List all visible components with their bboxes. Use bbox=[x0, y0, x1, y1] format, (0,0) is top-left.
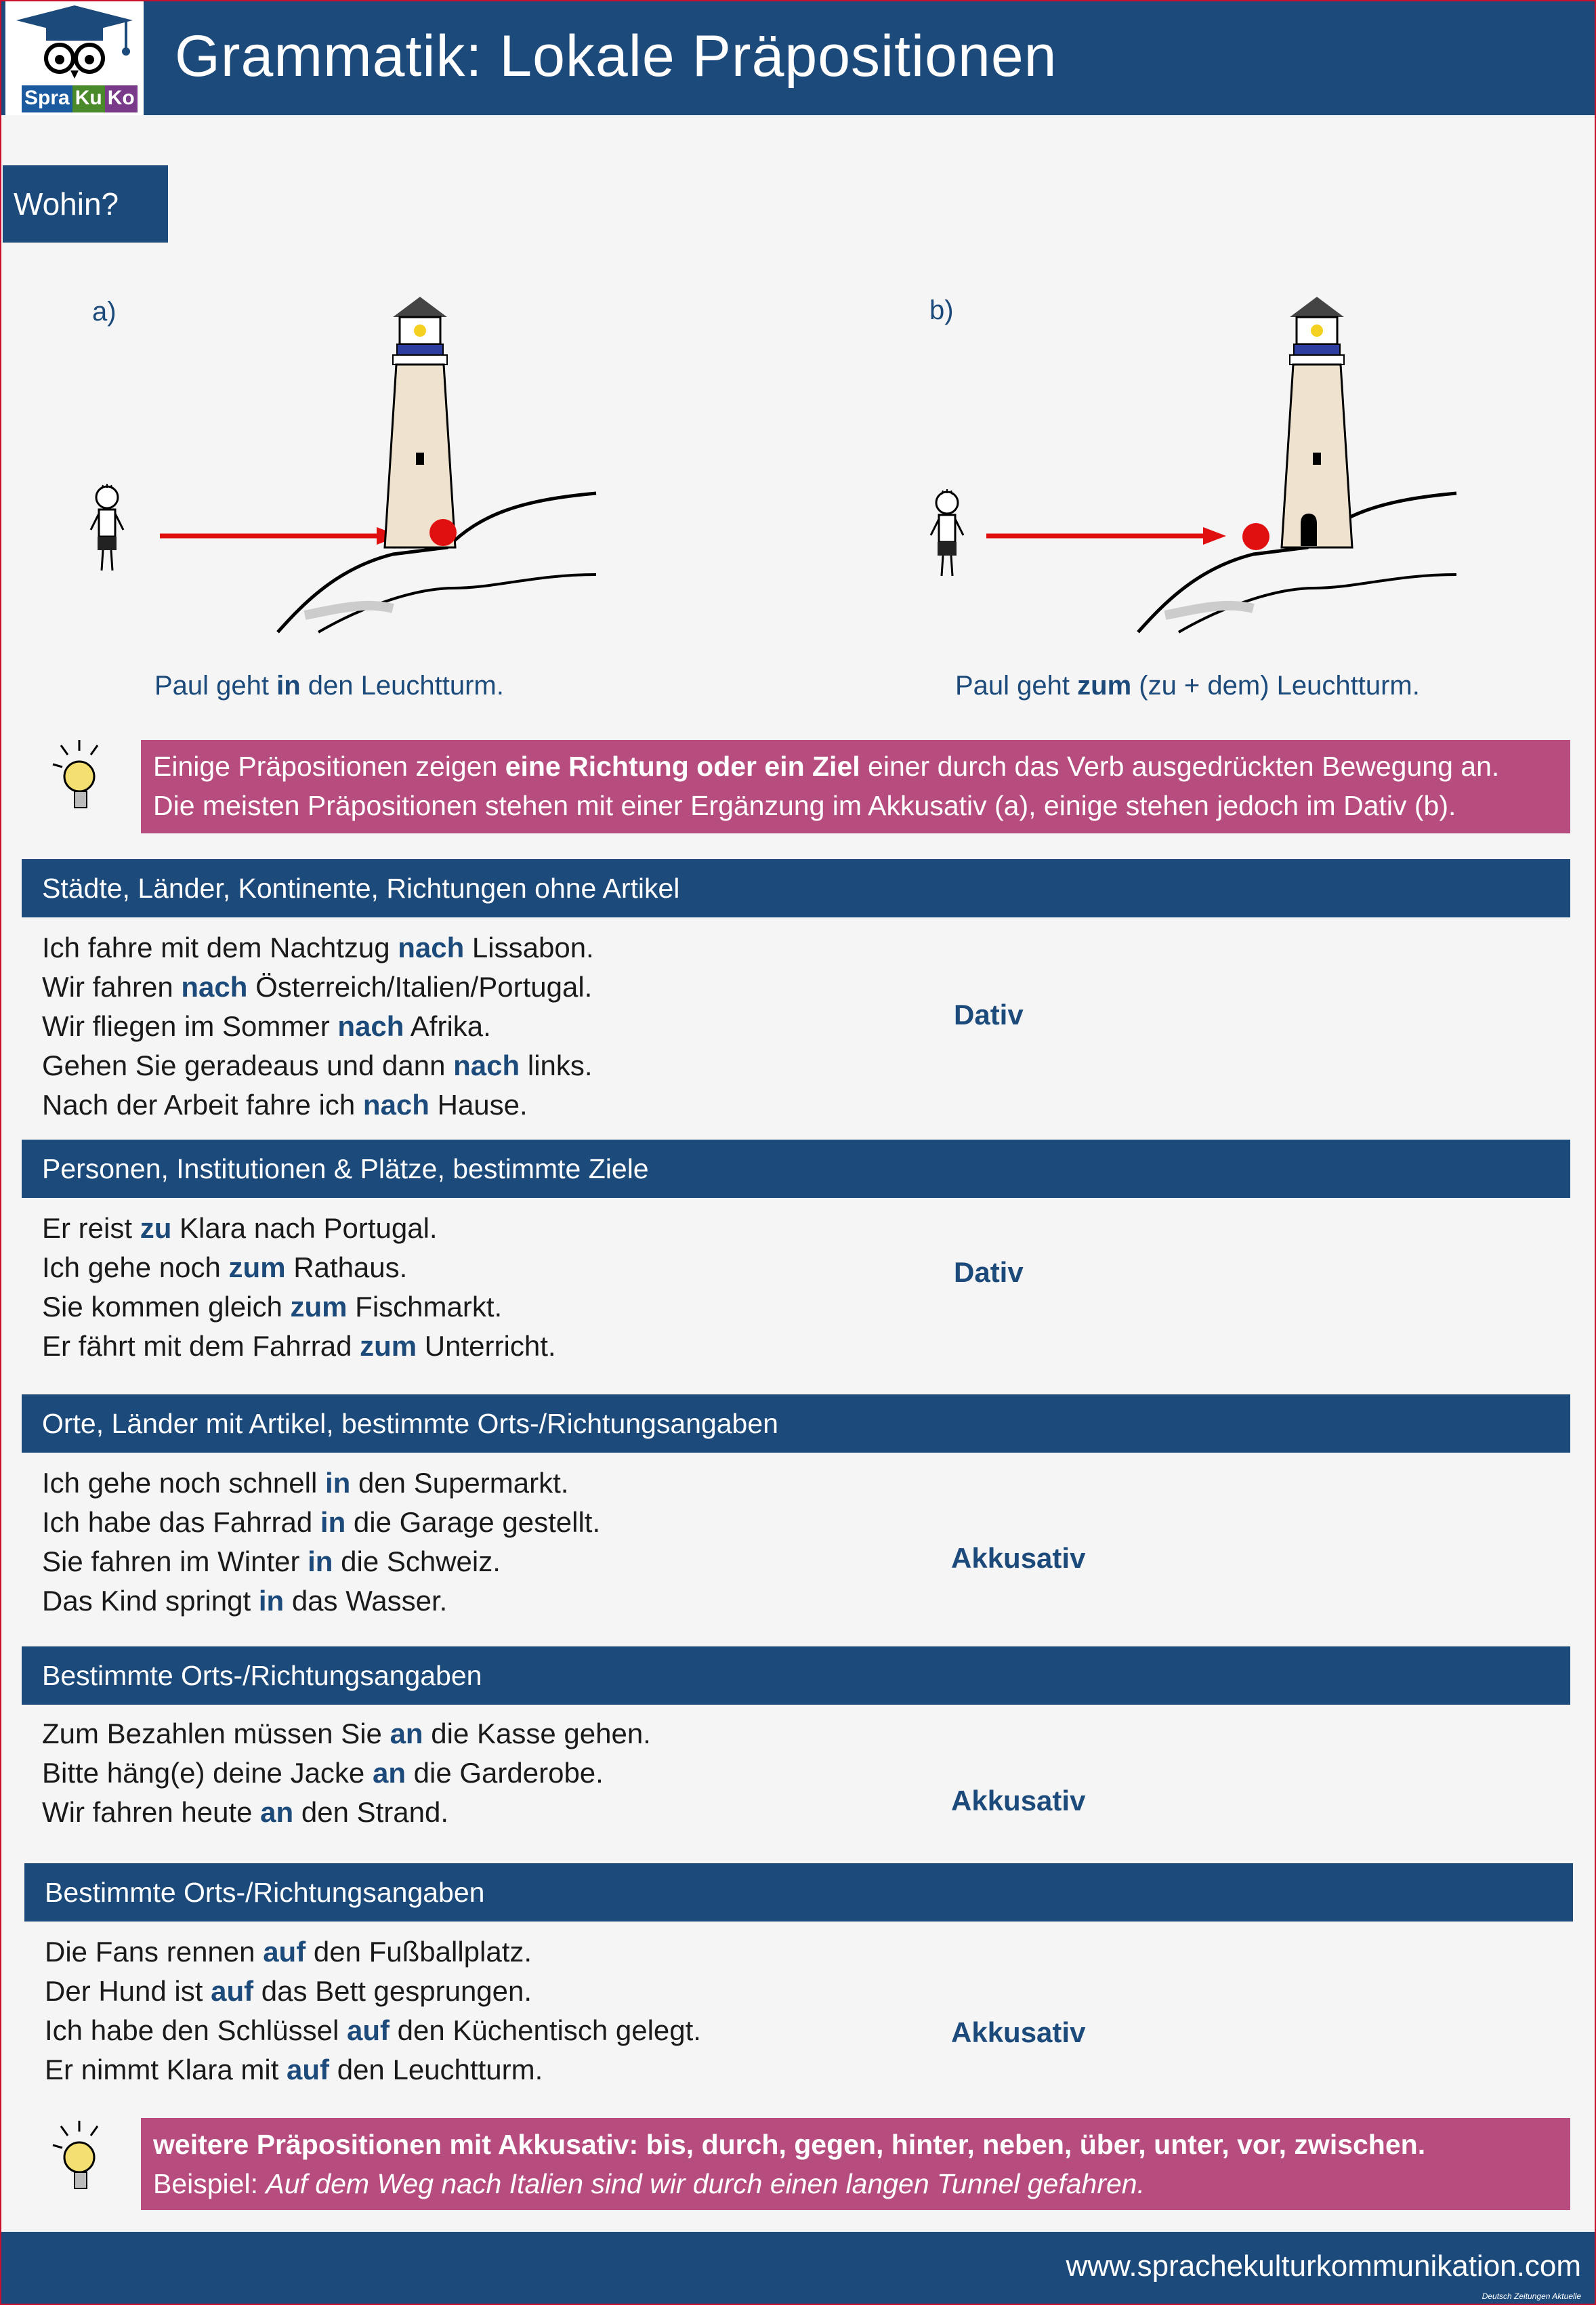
text: Sie kommen gleich bbox=[42, 1291, 291, 1323]
text: Zum Bezahlen müssen Sie bbox=[42, 1718, 390, 1749]
info-box-1-line-2: Die meisten Präpositionen stehen mit einer Ergänzung im Akkusativ (a), einige stehen jedoch im Dativ (b). bbox=[153, 790, 1456, 821]
section-label-wohin: Wohin? bbox=[3, 165, 168, 243]
preposition: nach bbox=[398, 932, 465, 963]
example-line bbox=[42, 1793, 651, 1832]
example-line bbox=[42, 1209, 556, 1248]
caption-b bbox=[955, 671, 1420, 701]
text: Ich habe den Schlüssel bbox=[45, 2014, 347, 2046]
example-line bbox=[42, 1046, 594, 1085]
example-line bbox=[42, 1503, 600, 1542]
preposition: an bbox=[390, 1718, 423, 1749]
caption-a-pre: Paul geht bbox=[154, 671, 277, 701]
logo-ku: Ku bbox=[72, 85, 105, 112]
info-box-2 bbox=[141, 2118, 1570, 2210]
text: Wir fahren heute bbox=[42, 1796, 261, 1828]
text: Ich habe das Fahrrad bbox=[42, 1506, 320, 1538]
caption-a-post: den Leuchtturm. bbox=[300, 671, 504, 701]
text: die Garage gestellt. bbox=[345, 1506, 601, 1538]
preposition: in bbox=[324, 1467, 351, 1499]
boy-figure-b bbox=[927, 488, 967, 583]
illustration-a-label: a) bbox=[92, 297, 117, 327]
graduation-owl-icon bbox=[5, 0, 144, 85]
info-box-1-line-1 bbox=[153, 747, 1558, 786]
text: Er reist bbox=[42, 1212, 140, 1244]
illustration-b-label: b) bbox=[929, 295, 954, 325]
caption-b-post: (zu + dem) Leuchtturm. bbox=[1131, 671, 1420, 701]
text: Wir fliegen im Sommer bbox=[42, 1010, 338, 1042]
text: Nach der Arbeit fahre ich bbox=[42, 1089, 363, 1121]
preposition: zu bbox=[140, 1212, 172, 1244]
preposition: nach bbox=[181, 971, 248, 1003]
preposition: an bbox=[372, 1757, 406, 1789]
logo-ko: Ko bbox=[105, 85, 138, 112]
caption-b-pre: Paul geht bbox=[955, 671, 1078, 701]
footer-tiny-text: Deutsch Zeitungen Aktuelle bbox=[1482, 2291, 1581, 2301]
text: Klara nach Portugal. bbox=[171, 1212, 438, 1244]
info1-post: einer durch das Verb ausgedrückten Bewegung an. bbox=[860, 751, 1500, 782]
text: Sie fahren im Winter bbox=[42, 1545, 308, 1577]
section-5-heading: Bestimmte Orts-/Richtungsangaben bbox=[24, 1863, 1573, 1922]
logo[interactable] bbox=[5, 0, 144, 115]
preposition: nach bbox=[362, 1089, 429, 1121]
text: Lissabon. bbox=[464, 932, 594, 963]
example-line bbox=[42, 1287, 556, 1327]
example-line bbox=[45, 2050, 701, 2090]
text: das Bett gesprungen. bbox=[253, 1975, 532, 2007]
text: Ich fahre mit dem Nachtzug bbox=[42, 932, 398, 963]
text: den Leuchtturm. bbox=[329, 2054, 543, 2085]
example-line bbox=[45, 1932, 701, 1972]
info2-italic: Auf dem Weg nach Italien sind wir durch einen langen Tunnel gefahren. bbox=[266, 2168, 1146, 2199]
section-4-examples bbox=[42, 1714, 651, 1832]
text: links. bbox=[520, 1050, 593, 1081]
section-2-casus: Dativ bbox=[954, 1256, 1024, 1288]
example-line bbox=[42, 928, 594, 968]
text: Ich gehe noch schnell bbox=[42, 1467, 325, 1499]
example-line bbox=[42, 1542, 600, 1581]
caption-a-kw: in bbox=[276, 671, 301, 701]
preposition: nach bbox=[337, 1010, 404, 1042]
preposition: in bbox=[320, 1506, 346, 1538]
caption-a bbox=[154, 671, 504, 701]
preposition: in bbox=[308, 1545, 333, 1577]
preposition: zum bbox=[360, 1330, 417, 1362]
info2-pre: Beispiel: bbox=[153, 2168, 266, 2199]
example-line bbox=[42, 1085, 594, 1125]
text: den Küchentisch gelegt. bbox=[389, 2014, 701, 2046]
text: Der Hund ist bbox=[45, 1975, 211, 2007]
section-5-casus: Akkusativ bbox=[951, 2016, 1086, 2048]
example-line bbox=[42, 1327, 556, 1366]
preposition: nach bbox=[453, 1050, 520, 1081]
example-line bbox=[42, 1581, 600, 1621]
page-title: Grammatik: Lokale Präpositionen bbox=[175, 24, 1057, 89]
text: Gehen Sie geradeaus und dann bbox=[42, 1050, 454, 1081]
text: die Garderobe. bbox=[405, 1757, 604, 1789]
preposition: zum bbox=[228, 1251, 286, 1283]
section-2-heading: Personen, Institutionen & Plätze, bestimmte Ziele bbox=[22, 1140, 1570, 1198]
section-5-examples bbox=[45, 1932, 701, 2090]
lighthouse-icon-a bbox=[278, 290, 603, 642]
section-3-examples bbox=[42, 1463, 600, 1621]
text: Hause. bbox=[429, 1089, 528, 1121]
info1-bold: eine Richtung oder ein Ziel bbox=[505, 751, 860, 782]
section-1-examples bbox=[42, 928, 594, 1125]
text: Bitte häng(e) deine Jacke bbox=[42, 1757, 373, 1789]
text: Afrika. bbox=[404, 1010, 491, 1042]
lightbulb-icon bbox=[49, 2119, 110, 2201]
lighthouse-icon-b bbox=[1138, 290, 1463, 642]
text: die Schweiz. bbox=[333, 1545, 501, 1577]
example-line bbox=[42, 1714, 651, 1753]
example-line bbox=[42, 1248, 556, 1287]
info1-pre: Einige Präpositionen zeigen bbox=[153, 751, 505, 782]
preposition: an bbox=[260, 1796, 294, 1828]
text: Er fährt mit dem Fahrrad bbox=[42, 1330, 360, 1362]
preposition: in bbox=[258, 1585, 285, 1617]
text: die Kasse gehen. bbox=[423, 1718, 651, 1749]
text: Wir fahren bbox=[42, 971, 182, 1003]
text: Unterricht. bbox=[417, 1330, 556, 1362]
text: das Wasser. bbox=[284, 1585, 448, 1617]
example-line bbox=[45, 2011, 701, 2050]
section-4-heading: Bestimmte Orts-/Richtungsangaben bbox=[22, 1646, 1570, 1705]
boy-figure-a bbox=[87, 482, 127, 577]
logo-text bbox=[22, 85, 138, 112]
text: Die Fans rennen bbox=[45, 1936, 264, 1968]
preposition: auf bbox=[263, 1936, 306, 1968]
footer-url[interactable]: www.sprachekulturkommunikation.com bbox=[1066, 2249, 1581, 2283]
preposition: auf bbox=[211, 1975, 254, 2007]
section-4-casus: Akkusativ bbox=[951, 1785, 1086, 1816]
logo-spra: Spra bbox=[22, 85, 72, 112]
info-box-1 bbox=[141, 740, 1570, 833]
example-line bbox=[42, 1753, 651, 1793]
text: Er nimmt Klara mit bbox=[45, 2054, 287, 2085]
example-line bbox=[42, 1007, 594, 1046]
preposition: zum bbox=[290, 1291, 348, 1323]
section-2-examples bbox=[42, 1209, 556, 1366]
info-box-2-line-2 bbox=[153, 2164, 1558, 2203]
text: den Fußballplatz. bbox=[306, 1936, 532, 1968]
lightbulb-icon bbox=[49, 739, 110, 820]
text: Ich gehe noch bbox=[42, 1251, 229, 1283]
section-1-heading: Städte, Länder, Kontinente, Richtungen ohne Artikel bbox=[22, 859, 1570, 917]
example-line bbox=[42, 1463, 600, 1503]
example-line bbox=[42, 968, 594, 1007]
text: Das Kind springt bbox=[42, 1585, 259, 1617]
text: Fischmarkt. bbox=[347, 1291, 503, 1323]
preposition: auf bbox=[287, 2054, 330, 2085]
text: Rathaus. bbox=[285, 1251, 408, 1283]
text: den Supermarkt. bbox=[350, 1467, 569, 1499]
text: den Strand. bbox=[293, 1796, 449, 1828]
text: Österreich/Italien/Portugal. bbox=[247, 971, 593, 1003]
example-line bbox=[45, 1972, 701, 2011]
section-3-heading: Orte, Länder mit Artikel, bestimmte Orts-/Richtungsangaben bbox=[22, 1394, 1570, 1453]
preposition: auf bbox=[346, 2014, 390, 2046]
info-box-2-line-1: weitere Präpositionen mit Akkusativ: bis, durch, gegen, hinter, neben, über, unter, vor, zwischen. bbox=[153, 2129, 1426, 2160]
section-1-casus: Dativ bbox=[954, 999, 1024, 1031]
section-3-casus: Akkusativ bbox=[951, 1542, 1086, 1574]
caption-b-kw: zum bbox=[1077, 671, 1132, 701]
